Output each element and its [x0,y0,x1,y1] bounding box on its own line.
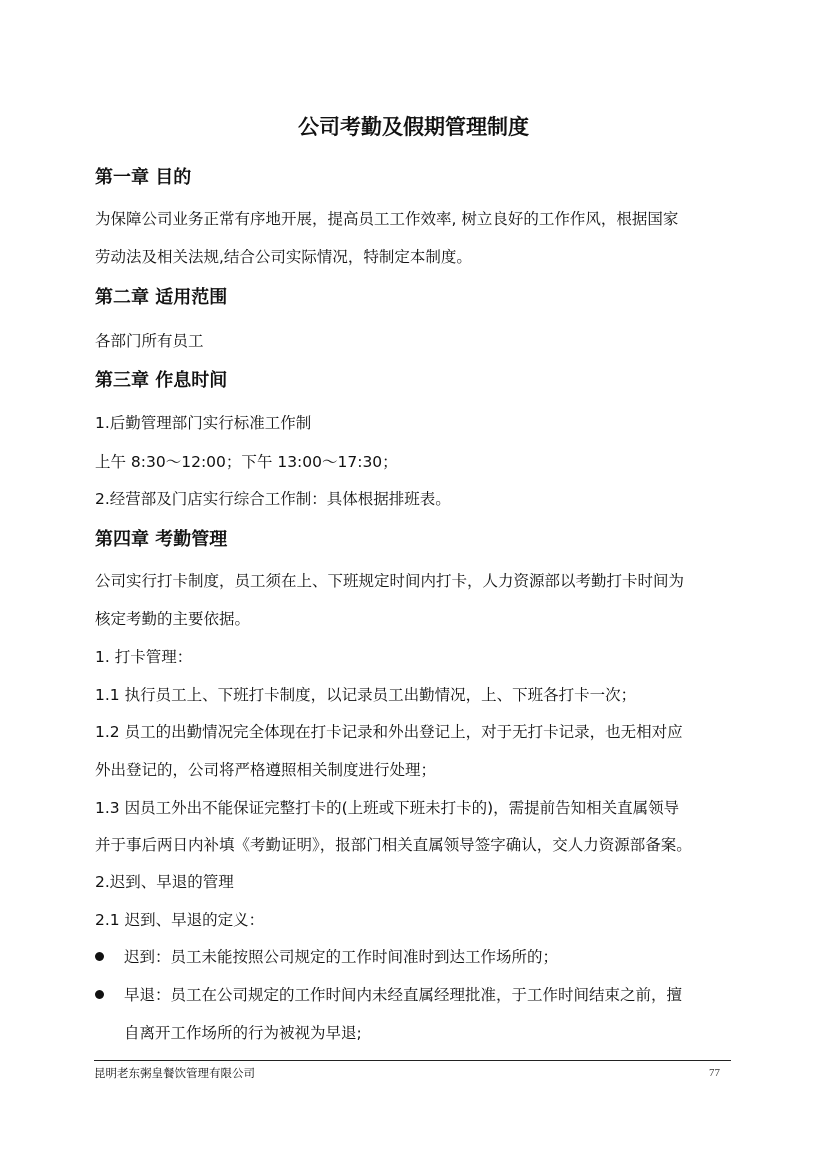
footer-page-number: 77 [709,1067,720,1079]
chapter-4-intro-line-1: 公司实行打卡制度，员工须在上、下班规定时间内打卡，人力资源部以考勤打卡时间为 [95,572,685,590]
section-1-1-text: 1.1 执行员工上、下班打卡制度，以记录员工出勤情况，上、下班各打卡一次； [95,686,637,704]
section-1-3-text-line-1: 1.3 因员工外出不能保证完整打卡的(上班或下班未打卡的)，需提前告知相关直属领导 [95,799,680,817]
section-1-3-text-line-2: 并于事后两日内补填《考勤证明》，报部门相关直属领导签字确认，交人力资源部备案。 [95,836,692,854]
bullet-item-late: 迟到：员工未能按照公司规定的工作时间准时到达工作场所的； [124,948,559,966]
chapter-1-text-line-1: 为保障公司业务正常有序地开展，提高员工工作效率, 树立良好的工作作风，根据国家 [95,210,679,228]
chapter-4-heading: 第四章 考勤管理 [95,529,228,550]
footer-company-name: 昆明老东粥皇餐饮管理有限公司 [94,1066,255,1080]
page-title: 公司考勤及假期管理制度 [298,115,529,139]
section-1-2-text-line-1: 1.2 员工的出勤情况完全体现在打卡记录和外出登记上，对于无打卡记录，也无相对应 [95,723,683,741]
chapter-3-text-line-1: 1.后勤管理部门实行标准工作制 [95,414,312,432]
bullet-dot-icon [95,990,104,999]
bullet-item-early-leave-line-1: 早退：员工在公司规定的工作时间内未经直属经理批准，于工作时间结束之前，擅 [124,986,683,1004]
footer-divider [94,1060,731,1061]
chapter-1-heading: 第一章 目的 [95,167,192,188]
chapter-3-heading: 第三章 作息时间 [95,370,228,391]
chapter-1-text-line-2: 劳动法及相关法规,结合公司实际情况，特制定本制度。 [95,248,472,266]
section-1-heading: 1. 打卡管理： [95,648,193,666]
bullet-item-early-leave-line-2: 自离开工作场所的行为被视为早退; [124,1024,362,1042]
bullet-dot-icon [95,952,104,961]
chapter-3-text-line-2: 上午 8:30～12:00；下午 13:00～17:30； [95,453,398,471]
section-2-heading: 2.迟到、早退的管理 [95,873,234,891]
section-2-1-text: 2.1 迟到、早退的定义： [95,911,265,929]
chapter-2-heading: 第二章 适用范围 [95,287,228,308]
chapter-2-text-line-1: 各部门所有员工 [95,332,204,350]
chapter-4-intro-line-2: 核定考勤的主要依据。 [95,610,251,628]
chapter-3-text-line-3: 2.经营部及门店实行综合工作制：具体根据排班表。 [95,490,451,508]
section-1-2-text-line-2: 外出登记的，公司将严格遵照相关制度进行处理； [95,761,437,779]
